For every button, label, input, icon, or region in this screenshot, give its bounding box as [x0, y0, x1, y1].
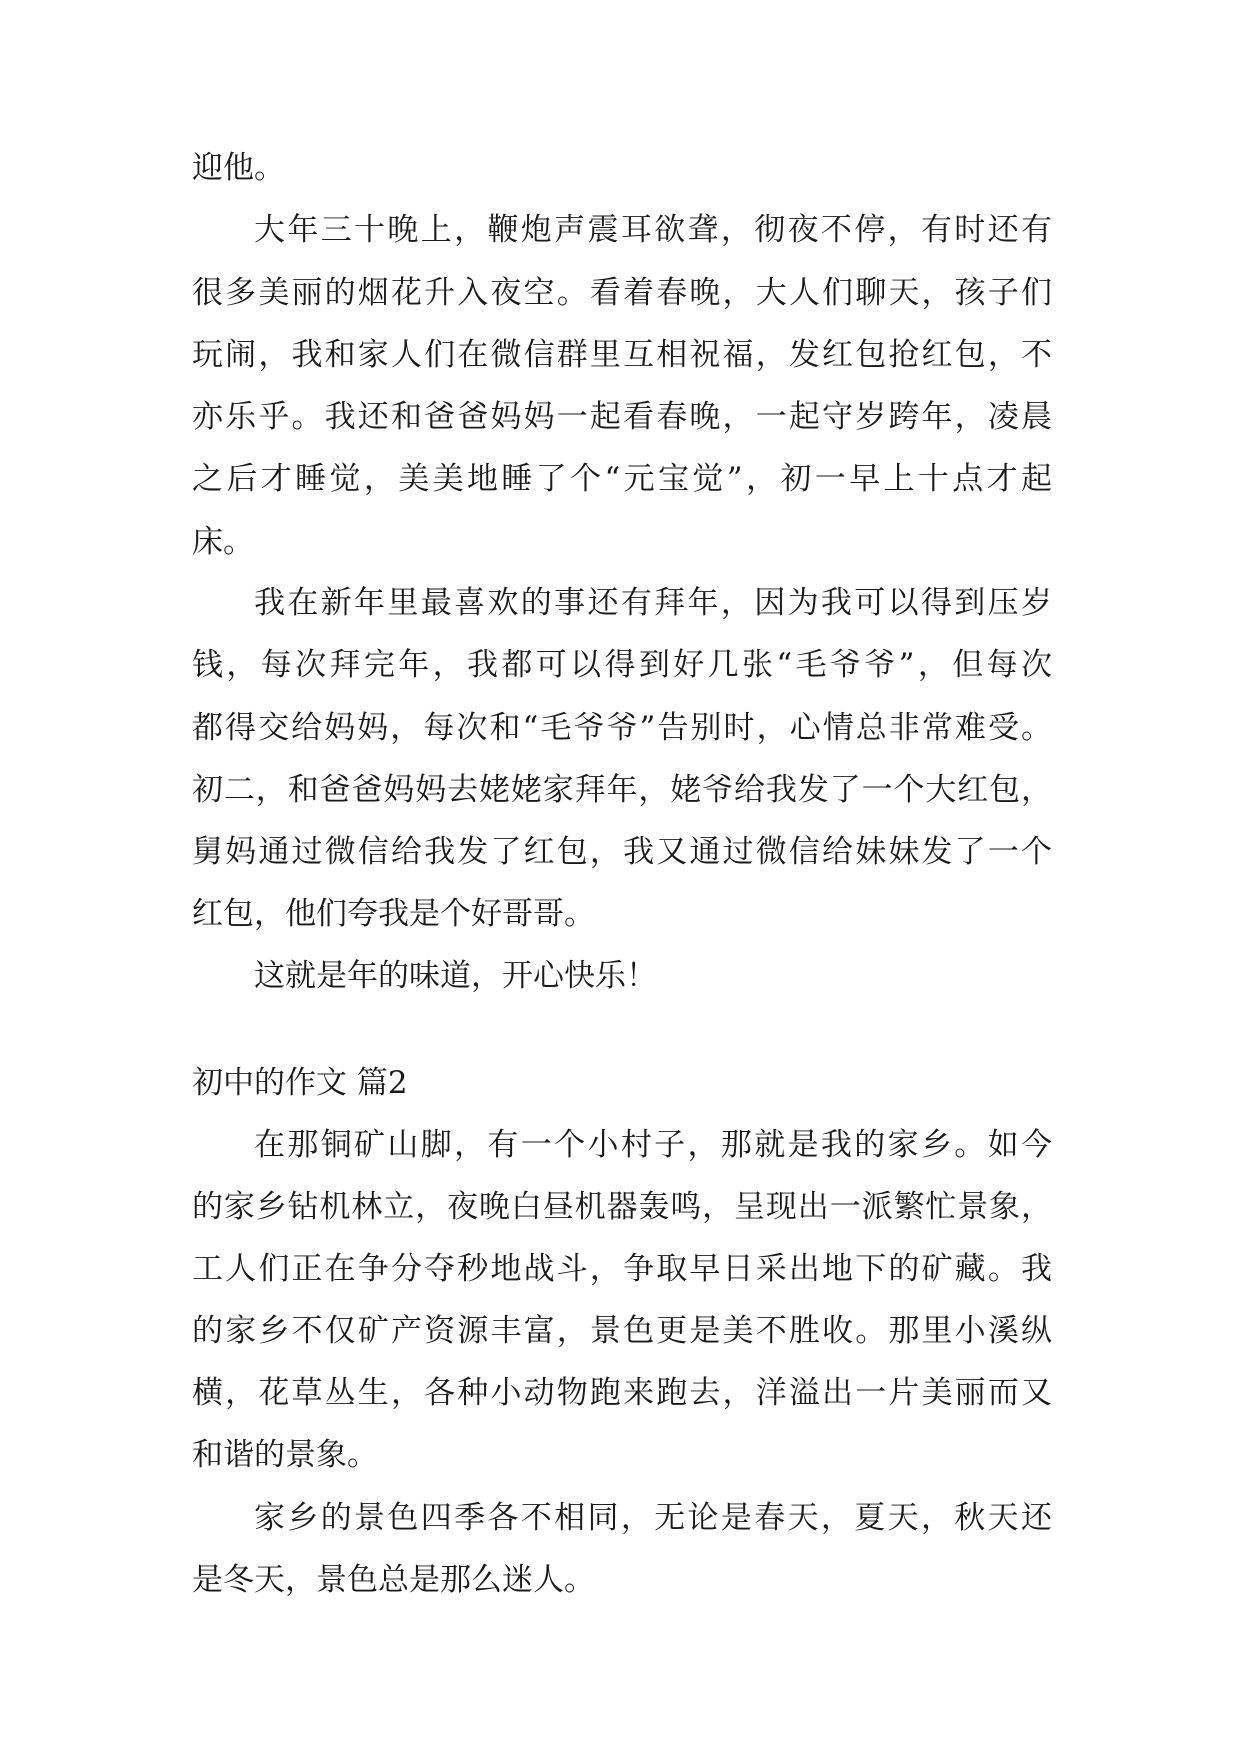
text-line: 工人们正在争分夺秒地战斗，争取早日采出地下的矿藏。我: [192, 1251, 1052, 1287]
text-line: 和谐的景象。: [192, 1437, 378, 1473]
text-line: 钱，每次拜完年，我都可以得到好几张“毛爷爷”，但每次: [192, 647, 1052, 683]
text-line: 玩闹，我和家人们在微信群里互相祝福，发红包抢红包，不: [192, 337, 1052, 373]
text-line: 横，花草丛生，各种小动物跑来跑去，洋溢出一片美丽而又: [192, 1375, 1052, 1411]
text-line: 在那铜矿山脚，有一个小村子，那就是我的家乡。如今: [254, 1127, 1052, 1163]
section-heading: 初中的作文 篇2: [192, 1065, 408, 1101]
text-line: 舅妈通过微信给我发了红包，我又通过微信给妹妹发了一个: [192, 834, 1052, 870]
text-line: 很多美丽的烟花升入夜空。看着春晚，大人们聊天，孩子们: [192, 275, 1052, 311]
text-line: 都得交给妈妈，每次和“毛爷爷”告别时，心情总非常难受。: [192, 710, 1052, 746]
text-line: 的家乡钻机林立，夜晚白昼机器轰鸣，呈现出一派繁忙景象，: [192, 1189, 1052, 1225]
text-line: 迎他。: [192, 150, 285, 186]
text-line: 亦乐乎。我还和爸爸妈妈一起看春晚，一起守岁跨年，凌晨: [192, 399, 1052, 435]
text-line: 家乡的景色四季各不相同，无论是春天，夏天，秋天还: [254, 1500, 1052, 1536]
text-line: 这就是年的味道，开心快乐！: [254, 958, 657, 994]
text-line: 是冬天，景色总是那么迷人。: [192, 1562, 595, 1598]
text-line: 我在新年里最喜欢的事还有拜年，因为我可以得到压岁: [254, 585, 1052, 621]
text-line: 床。: [192, 524, 254, 560]
text-line: 初二，和爸爸妈妈去姥姥家拜年，姥爷给我发了一个大红包，: [192, 772, 1052, 808]
text-line: 之后才睡觉，美美地睡了个“元宝觉”，初一早上十点才起: [192, 461, 1052, 497]
text-line: 的家乡不仅矿产资源丰富，景色更是美不胜收。那里小溪纵: [192, 1313, 1052, 1349]
text-line: 红包，他们夸我是个好哥哥。: [192, 896, 595, 932]
text-line: 大年三十晚上，鞭炮声震耳欲聋，彻夜不停，有时还有: [254, 212, 1052, 248]
